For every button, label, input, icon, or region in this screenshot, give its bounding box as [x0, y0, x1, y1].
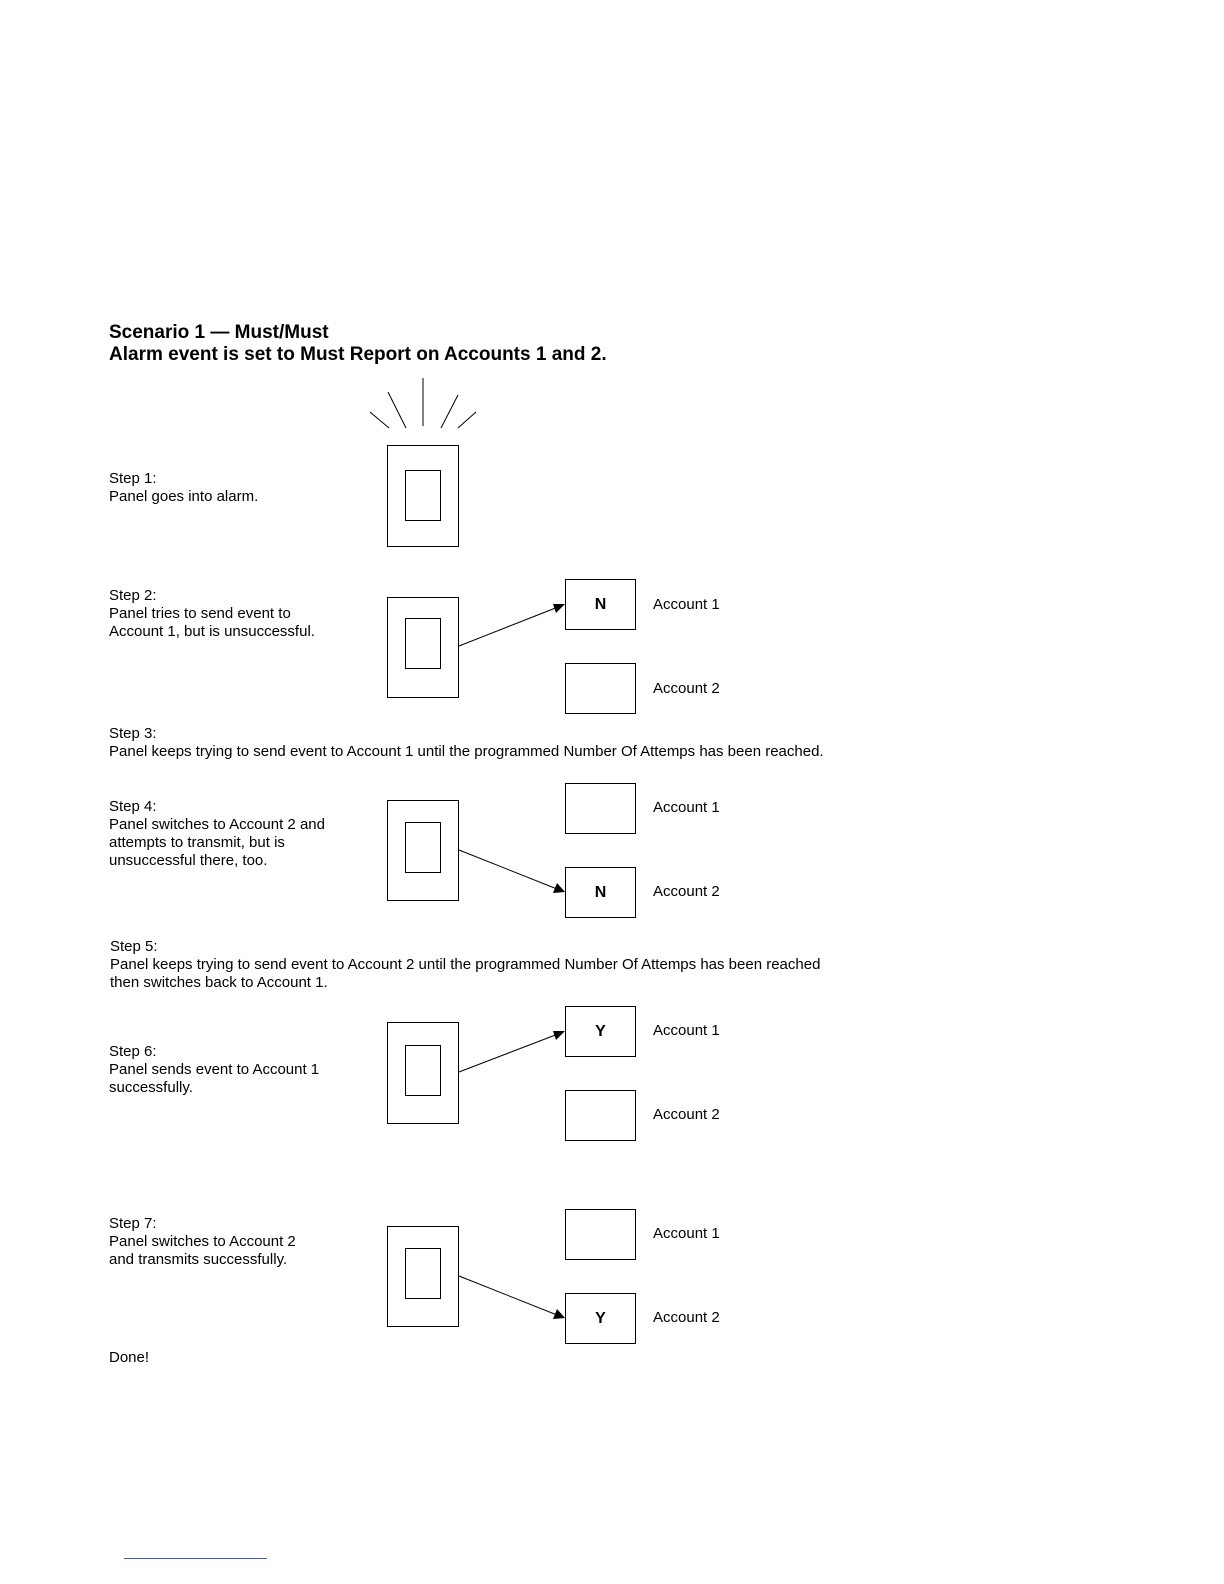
- step7-account1-box: [565, 1209, 636, 1260]
- step6-account2-label: Account 2: [653, 1106, 720, 1123]
- panel-screen: [405, 1248, 441, 1299]
- alarm-ray-left-inner: [388, 392, 406, 428]
- step7-account1-label: Account 1: [653, 1225, 720, 1242]
- step6-arrowhead: [553, 1031, 565, 1040]
- step3-label: Step 3:: [109, 725, 157, 742]
- panel-step7: [387, 1226, 459, 1327]
- scenario-subtitle: Alarm event is set to Must Report on Accounts 1 and 2.: [109, 344, 607, 365]
- step2-arrow-line: [459, 607, 558, 646]
- step6-text-1: Panel sends event to Account 1: [109, 1061, 320, 1078]
- step6-arrow-line: [459, 1034, 558, 1072]
- step4-text-2: attempts to transmit, but is: [109, 834, 285, 851]
- step5-text-1: Panel keeps trying to send event to Account 2 until the programmed Number Of Attemps has been reached: [110, 956, 821, 973]
- panel-step6: [387, 1022, 459, 1124]
- alarm-ray-right-inner: [441, 395, 458, 428]
- panel-screen: [405, 822, 441, 873]
- panel-step2: [387, 597, 459, 698]
- step2-account2-box: [565, 663, 636, 714]
- step1-text: Panel goes into alarm.: [109, 488, 259, 505]
- panel-screen: [405, 1045, 441, 1096]
- step7-account2-box: Y: [565, 1293, 636, 1344]
- step3-text: Panel keeps trying to send event to Account 1 until the programmed Number Of Attemps has been reached.: [109, 743, 824, 760]
- step7-text-2: and transmits successfully.: [109, 1251, 288, 1268]
- footer-rule: [124, 1558, 267, 1559]
- step2-account1-label: Account 1: [653, 596, 720, 613]
- step4-text-3: unsuccessful there, too.: [109, 852, 268, 869]
- step6-text-2: successfully.: [109, 1079, 193, 1096]
- panel-step4: [387, 800, 459, 901]
- scenario-title: Scenario 1 — Must/Must: [109, 322, 329, 343]
- step6-account1-box: Y: [565, 1006, 636, 1057]
- panel-screen: [405, 470, 441, 521]
- step6-account2-box: [565, 1090, 636, 1141]
- step2-account1-box: N: [565, 579, 636, 630]
- step4-label: Step 4:: [109, 798, 157, 815]
- step4-account1-label: Account 1: [653, 799, 720, 816]
- step2-arrowhead: [553, 604, 565, 613]
- step4-account2-label: Account 2: [653, 883, 720, 900]
- step7-arrow-line: [459, 1276, 557, 1315]
- step1-label: Step 1:: [109, 470, 157, 487]
- step6-label: Step 6:: [109, 1043, 157, 1060]
- step4-arrow-line: [459, 850, 557, 889]
- panel-step1: [387, 445, 459, 547]
- step7-label: Step 7:: [109, 1215, 157, 1232]
- alarm-ray-left-outer: [370, 412, 389, 428]
- step2-text-2: Account 1, but is unsuccessful.: [109, 623, 315, 640]
- step4-text-1: Panel switches to Account 2 and: [109, 816, 325, 833]
- alarm-ray-right-outer: [458, 412, 476, 428]
- done-text: Done!: [109, 1349, 150, 1366]
- step2-account2-label: Account 2: [653, 680, 720, 697]
- step4-account2-box: N: [565, 867, 636, 918]
- step4-account1-box: [565, 783, 636, 834]
- step7-text-1: Panel switches to Account 2: [109, 1233, 296, 1250]
- step5-text-2: then switches back to Account 1.: [110, 974, 328, 991]
- step2-text-1: Panel tries to send event to: [109, 605, 291, 622]
- panel-screen: [405, 618, 441, 669]
- step2-label: Step 2:: [109, 587, 157, 604]
- step5-label: Step 5:: [110, 938, 158, 955]
- step7-account2-label: Account 2: [653, 1309, 720, 1326]
- step6-account1-label: Account 1: [653, 1022, 720, 1039]
